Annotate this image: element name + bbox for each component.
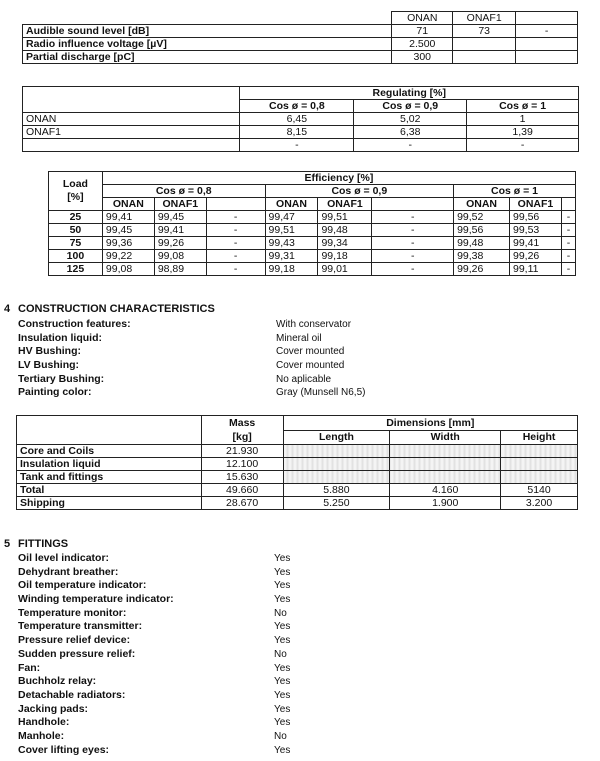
property-label: Pressure relief device:	[18, 634, 131, 647]
cell: 99,45	[102, 224, 154, 237]
mass-value: 15.630	[201, 471, 283, 484]
cell: -	[206, 237, 265, 250]
cos-header: Cos ø = 0,8	[102, 185, 265, 198]
dimension-value: 3.200	[501, 497, 578, 510]
section-title: FITTINGS	[18, 538, 69, 550]
cell: -	[206, 224, 265, 237]
table-row	[23, 113, 579, 126]
cell: 99,26	[509, 250, 561, 263]
cell	[516, 38, 578, 51]
cell: 71	[392, 25, 453, 38]
property-row	[18, 359, 398, 373]
cell: 99,51	[265, 224, 318, 237]
col-onan: ONAN	[102, 198, 154, 211]
cell: -	[561, 263, 575, 276]
cell: 99,01	[318, 263, 372, 276]
cell	[453, 38, 516, 51]
cell: 2.500	[392, 38, 453, 51]
property-value: No	[274, 607, 287, 619]
property-label: Tertiary Bushing:	[18, 372, 105, 385]
row-label: Radio influence voltage [µV]	[23, 38, 392, 51]
property-label: Painting color:	[18, 386, 92, 399]
row-label: Core and Coils	[17, 445, 202, 458]
property-label: Buchholz relay:	[18, 675, 97, 688]
cell: -	[206, 211, 265, 224]
cell: 99,41	[154, 224, 206, 237]
cell: 99,56	[509, 211, 561, 224]
cell: 99,48	[454, 237, 510, 250]
property-row	[18, 744, 398, 758]
mass-dimensions-table	[16, 415, 578, 510]
table-row	[17, 497, 578, 510]
property-label: Dehydrant breather:	[18, 565, 119, 578]
cell	[453, 51, 516, 64]
row-label: Insulation liquid	[17, 458, 202, 471]
row-label: ONAN	[23, 113, 240, 126]
cell: 6,38	[354, 126, 467, 139]
col-onaf1: ONAF1	[318, 198, 372, 211]
load-value: 100	[49, 250, 103, 263]
property-value: Gray (Munsell N6,5)	[276, 387, 366, 399]
cell: 99,48	[318, 224, 372, 237]
section-5-heading	[4, 538, 68, 550]
height-header: Height	[501, 430, 578, 445]
dimension-value	[390, 445, 501, 458]
table-row	[49, 224, 576, 237]
cell: 99,41	[509, 237, 561, 250]
property-row	[18, 386, 398, 400]
table-row	[17, 484, 578, 497]
property-label: Jacking pads:	[18, 702, 89, 715]
mass-value: 21.930	[201, 445, 283, 458]
regulating-table	[22, 86, 579, 152]
cell: 1	[467, 113, 579, 126]
property-row	[18, 345, 398, 359]
cell: 99,56	[454, 224, 510, 237]
property-value: Cover mounted	[276, 346, 345, 358]
property-value: Yes	[274, 703, 291, 715]
property-row	[18, 662, 398, 676]
table-row	[17, 471, 578, 484]
property-value: Yes	[274, 566, 291, 578]
property-label: Temperature transmitter:	[18, 620, 143, 633]
cell: -	[561, 237, 575, 250]
cell: -	[372, 263, 454, 276]
col-onan: ONAN	[454, 198, 510, 211]
row-label: Tank and fittings	[17, 471, 202, 484]
property-label: HV Bushing:	[18, 345, 81, 358]
property-row	[18, 689, 398, 703]
dimension-value	[283, 445, 390, 458]
cell: 99,08	[154, 250, 206, 263]
cell: 99,52	[454, 211, 510, 224]
property-row	[18, 593, 398, 607]
property-row	[18, 716, 398, 730]
width-header: Width	[390, 430, 501, 445]
cos-header: Cos ø = 1	[454, 185, 576, 198]
cell: -	[561, 224, 575, 237]
table-row	[49, 211, 576, 224]
property-value: Mineral oil	[276, 332, 322, 344]
property-value: Yes	[274, 662, 291, 674]
fittings-properties	[18, 552, 398, 757]
mass-header: Mass [kg]	[201, 416, 283, 445]
efficiency-table	[48, 171, 576, 276]
cell: 8,15	[240, 126, 354, 139]
cell: -	[561, 211, 575, 224]
row-label: Total	[17, 484, 202, 497]
property-row	[18, 703, 398, 717]
property-row	[18, 620, 398, 634]
cell: 99,18	[318, 250, 372, 263]
cos-header: Cos ø = 1	[467, 100, 579, 113]
property-label: LV Bushing:	[18, 359, 80, 372]
section-4-heading	[4, 303, 215, 315]
property-label: Temperature monitor:	[18, 606, 127, 619]
property-row	[18, 648, 398, 662]
property-label: Insulation liquid:	[18, 331, 102, 344]
property-label: Cover lifting eyes:	[18, 743, 110, 756]
cell: 99,18	[265, 263, 318, 276]
cell: -	[372, 211, 454, 224]
table-row	[17, 445, 578, 458]
table-row	[23, 51, 578, 64]
dimension-value	[501, 458, 578, 471]
load-value: 125	[49, 263, 103, 276]
table-row	[49, 250, 576, 263]
row-label: Audible sound level [dB]	[23, 25, 392, 38]
section-number: 4	[4, 303, 11, 315]
cell: 5,02	[354, 113, 467, 126]
property-label: Manhole:	[18, 729, 65, 742]
load-value: 50	[49, 224, 103, 237]
cell	[516, 51, 578, 64]
cell: 99,53	[509, 224, 561, 237]
property-value: Yes	[274, 635, 291, 647]
property-row	[18, 318, 398, 332]
property-row	[18, 373, 398, 387]
col-onan: ONAN	[265, 198, 318, 211]
property-value: Yes	[274, 553, 291, 564]
load-value: 75	[49, 237, 103, 250]
cell: 99,41	[102, 211, 154, 224]
property-value: No	[274, 648, 287, 660]
table-row	[23, 38, 578, 51]
length-header: Length	[283, 430, 390, 445]
property-label: Oil level indicator:	[18, 552, 110, 564]
property-value: Yes	[274, 580, 291, 592]
property-value: Yes	[274, 676, 291, 688]
property-label: Fan:	[18, 661, 41, 674]
property-label: Sudden pressure relief:	[18, 647, 136, 660]
table-row	[23, 126, 579, 139]
property-row	[18, 579, 398, 593]
cell: 300	[392, 51, 453, 64]
dimension-value	[390, 471, 501, 484]
property-value: Yes	[274, 594, 291, 606]
dimension-value: 4.160	[390, 484, 501, 497]
property-value: With conservator	[276, 319, 352, 330]
cell: 99,31	[265, 250, 318, 263]
dimension-value	[501, 445, 578, 458]
cell: 99,26	[454, 263, 510, 276]
regulating-header: Regulating [%]	[240, 87, 579, 100]
property-row	[18, 552, 398, 566]
cell: 99,34	[318, 237, 372, 250]
cell: 99,43	[265, 237, 318, 250]
col-onaf1: ONAF1	[509, 198, 561, 211]
property-label: Winding temperature indicator:	[18, 593, 174, 606]
table-row	[17, 458, 578, 471]
cell: -	[372, 237, 454, 250]
cell: -	[372, 250, 454, 263]
cell: -	[354, 139, 467, 152]
dimension-value	[501, 471, 578, 484]
dimension-value: 5.250	[283, 497, 390, 510]
table-row	[49, 237, 576, 250]
noise-table-header	[23, 12, 578, 25]
section-number: 5	[4, 538, 11, 550]
property-value: No aplicable	[276, 373, 332, 385]
property-label: Oil temperature indicator:	[18, 579, 147, 592]
cell: -	[561, 250, 575, 263]
cos-header: Cos ø = 0,8	[240, 100, 354, 113]
mass-value: 28.670	[201, 497, 283, 510]
row-label: Shipping	[17, 497, 202, 510]
col-onaf1: ONAF1	[154, 198, 206, 211]
cell: -	[240, 139, 354, 152]
property-value: Yes	[274, 621, 291, 633]
cos-header: Cos ø = 0,9	[265, 185, 454, 198]
mass-value: 12.100	[201, 458, 283, 471]
construction-properties	[18, 318, 398, 400]
cell: 99,36	[102, 237, 154, 250]
cos-header: Cos ø = 0,9	[354, 100, 467, 113]
row-label	[23, 139, 240, 152]
table-row	[23, 139, 579, 152]
load-value: 25	[49, 211, 103, 224]
property-row	[18, 730, 398, 744]
cell: 99,38	[454, 250, 510, 263]
property-label: Detachable radiators:	[18, 688, 126, 701]
cell: -	[206, 263, 265, 276]
property-value: Yes	[274, 689, 291, 701]
property-value: Yes	[274, 744, 291, 756]
cell: -	[372, 224, 454, 237]
dimension-value: 5140	[501, 484, 578, 497]
dimension-value	[283, 471, 390, 484]
cell: 1,39	[467, 126, 579, 139]
dimension-value: 1.900	[390, 497, 501, 510]
noise-table	[22, 11, 578, 64]
property-value: Cover mounted	[276, 360, 345, 372]
row-label: ONAF1	[23, 126, 240, 139]
property-label: Handhole:	[18, 716, 70, 729]
cell: 99,22	[102, 250, 154, 263]
cell: 99,26	[154, 237, 206, 250]
property-value: No	[274, 730, 287, 742]
noise-col-onan: ONAN	[392, 12, 453, 25]
property-value: Yes	[274, 717, 291, 729]
cell: 6,45	[240, 113, 354, 126]
table-row	[23, 25, 578, 38]
dimension-value	[390, 458, 501, 471]
cell: -	[206, 250, 265, 263]
property-row	[18, 566, 398, 580]
efficiency-header: Efficiency [%]	[102, 172, 575, 185]
cell: -	[516, 25, 578, 38]
table-row	[49, 263, 576, 276]
property-row	[18, 607, 398, 621]
cell: 99,45	[154, 211, 206, 224]
property-row	[18, 675, 398, 689]
cell: 98,89	[154, 263, 206, 276]
property-label: Construction features:	[18, 318, 131, 330]
cell: 73	[453, 25, 516, 38]
cell: 99,51	[318, 211, 372, 224]
load-header: Load [%]	[49, 172, 103, 211]
dimension-value	[283, 458, 390, 471]
noise-col-onaf1: ONAF1	[453, 12, 516, 25]
dimensions-header: Dimensions [mm]	[283, 416, 577, 431]
row-label: Partial discharge [pC]	[23, 51, 392, 64]
cell: 99,08	[102, 263, 154, 276]
section-title: CONSTRUCTION CHARACTERISTICS	[18, 303, 215, 315]
dimension-value: 5.880	[283, 484, 390, 497]
cell: -	[467, 139, 579, 152]
cell: 99,47	[265, 211, 318, 224]
property-row	[18, 634, 398, 648]
mass-value: 49.660	[201, 484, 283, 497]
property-row	[18, 332, 398, 346]
cell: 99,11	[509, 263, 561, 276]
